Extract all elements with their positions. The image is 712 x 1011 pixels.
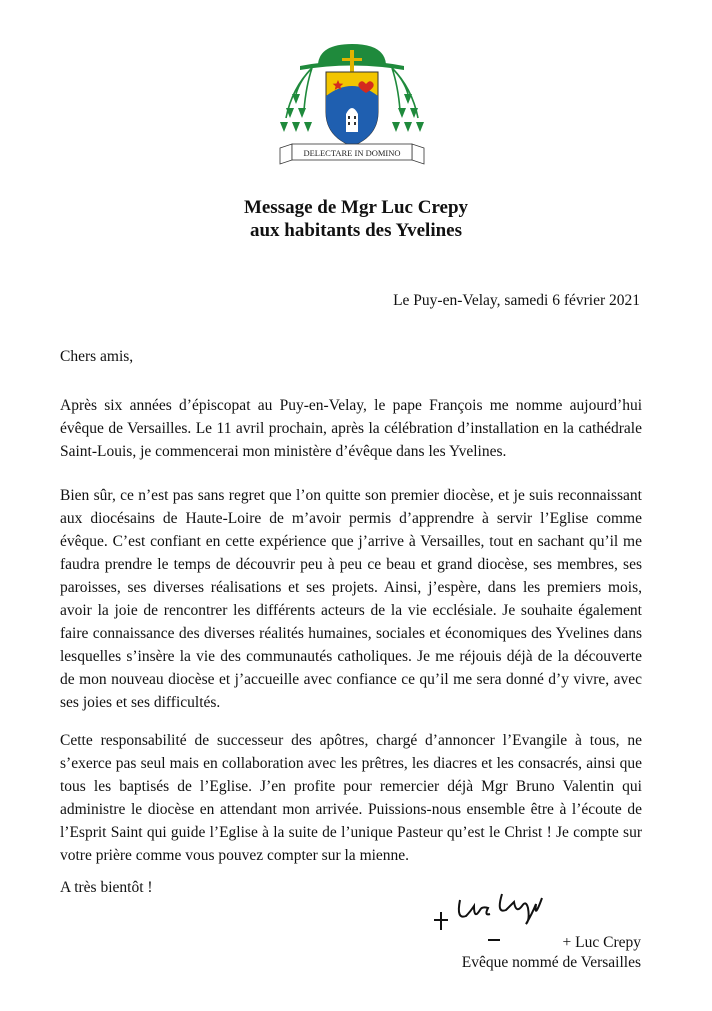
handwritten-signature — [430, 880, 550, 952]
paragraph-1: Après six années d’épiscopat au Puy-en-Velay, le pape François me nomme aujourd’hui évêque de Versailles. Le 11 avril prochain, après la célébration d’installation en la cathédrale Saint-Louis, je commencerai mon ministère d’évêque dans les Yvelines. — [60, 397, 642, 460]
tassels-left-icon — [280, 94, 312, 132]
episcopal-coat-of-arms — [272, 36, 432, 168]
signatory-name: + Luc Crepy — [562, 934, 641, 951]
signatory-role: Evêque nommé de Versailles — [461, 954, 641, 971]
tassels-right-icon — [392, 94, 424, 132]
letter-title-line-1: Message de Mgr Luc Crepy — [243, 197, 469, 218]
letter-title-line-2: aux habitants des Yvelines — [249, 220, 463, 241]
paragraph-3: Cette responsabilité de successeur des apôtres, chargé d’annoncer l’Evangile à tous, ne s’exerce pas seul mais en collaboration avec les prêtres, les diacres et les consacrés, ainsi que tous les baptisés de l’Eglise. J’en profite pour remercier déjà Mgr Bruno Valentin qui administre le diocèse en attendant mon arrivée. Puissions-nous ensemble être à l’écoute de l’Esprit Saint qui guide l’Eglise à la suite de l’unique Pasteur qu’est le Christ ! Je compte sur votre prière comme vous pouvez compter sur la mienne. — [60, 732, 642, 864]
dateline: Le Puy-en-Velay, samedi 6 février 2021 — [393, 292, 640, 309]
salutation: Chers amis, — [60, 348, 134, 365]
crest-motto: DELECTARE IN DOMINO — [303, 148, 401, 158]
church-icon — [346, 108, 358, 132]
closing-line: A très bientôt ! — [60, 879, 153, 896]
paragraph-2: Bien sûr, ce n’est pas sans regret que l’on quitte son premier diocèse, et je suis reconnaissant aux diocésains de Haute-Loire de m’avoir permis d’apprendre à servir l’Eglise comme évêque. C’est confiant en cette expérience que j’arrive à Versailles, tout en sachant qu’il me faudra prendre le temps de découvrir peu à peu ce beau et grand diocèse, ses membres, ses paroisses, ses diverses réalisations et ses projets. Ainsi, j’espère, dans les premiers mois, avoir la joie de rencontrer les différents acteurs de la vie ecclésiale. Je souhaite également faire connaissance des diverses réalités humaines, sociales et économiques des Yvelines dans lesquelles s’insère la vie des communautés catholiques. Je me réjouis déjà de la découverte de mon nouveau diocèse et j’accueille avec confiance ce qu’il me sera donné d’y vivre, avec ses joies et ses difficultés. — [60, 487, 642, 711]
